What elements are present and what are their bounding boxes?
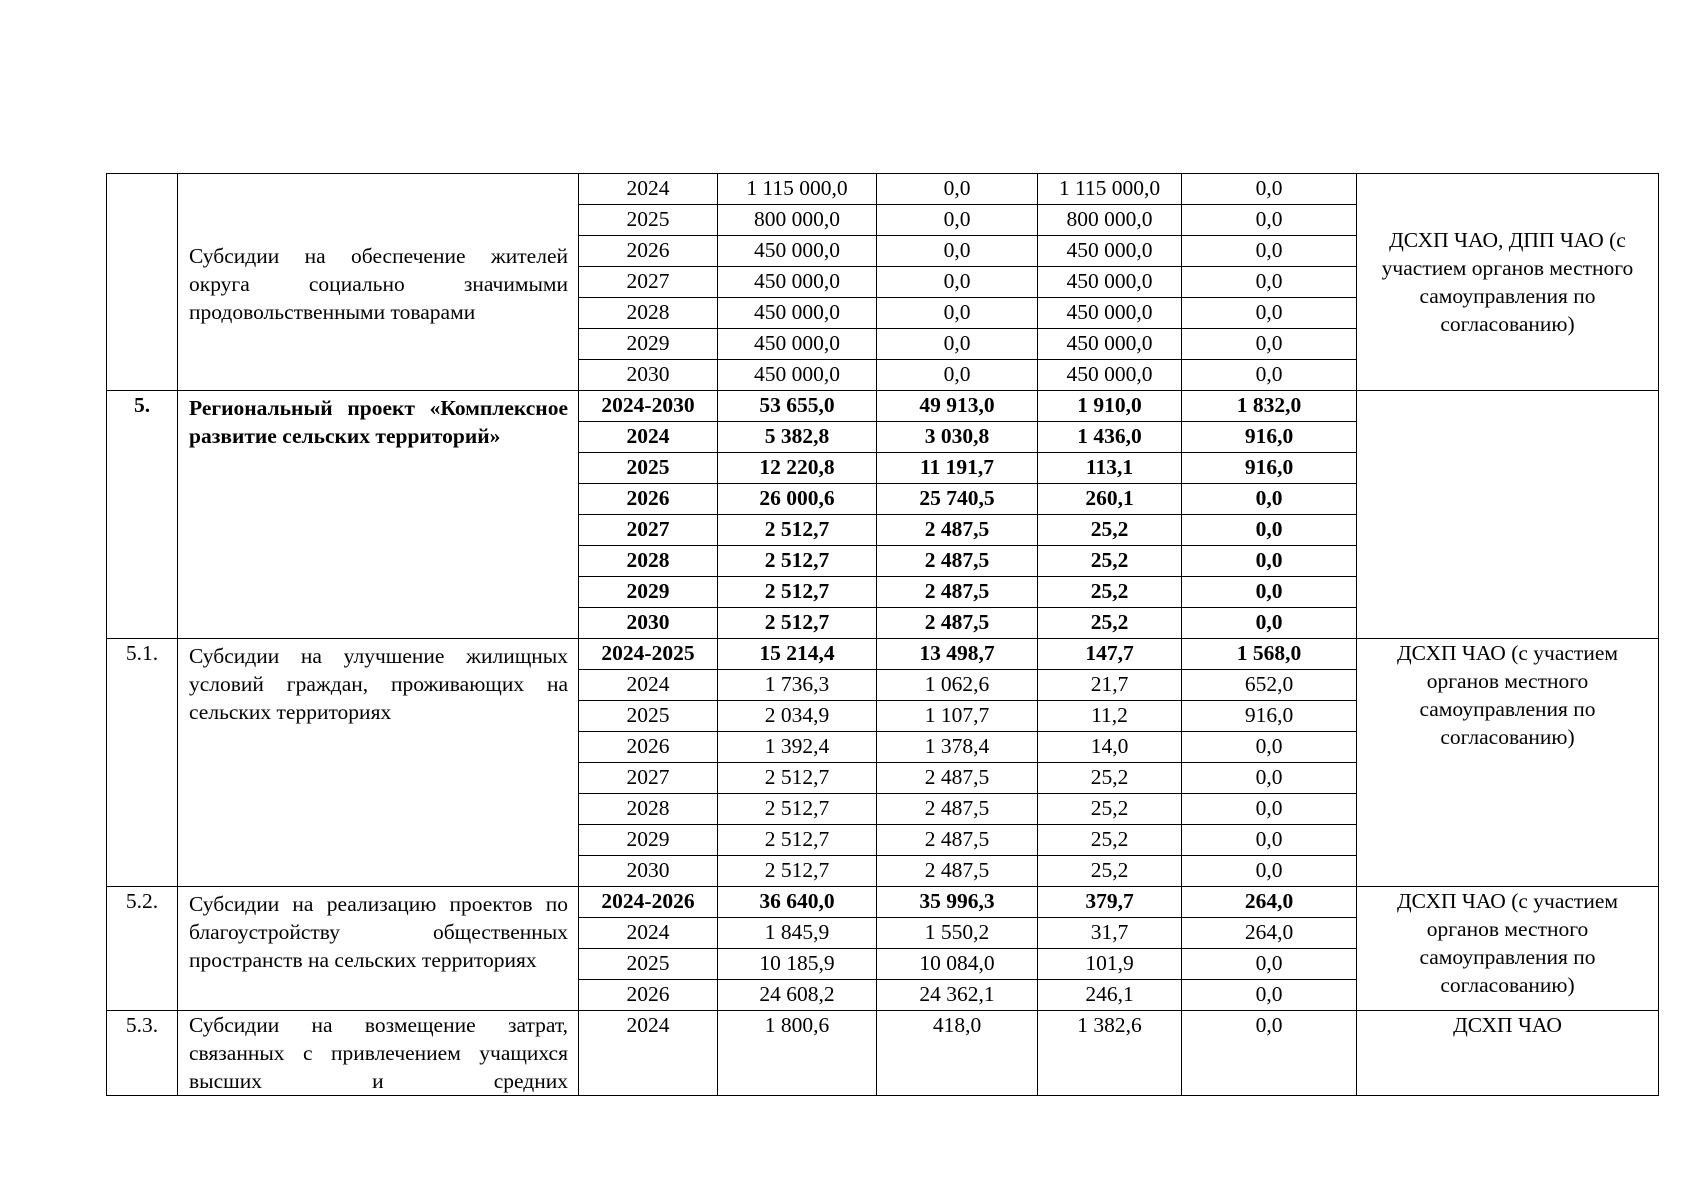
executor-cell: ДСХП ЧАО (с участием органов местного самоуправления по согласованию) — [1357, 639, 1659, 887]
federal-cell: 1 378,4 — [877, 732, 1038, 763]
executor-cell — [1357, 391, 1659, 639]
federal-cell: 1 107,7 — [877, 701, 1038, 732]
local-cell: 264,0 — [1182, 918, 1357, 949]
regional-cell: 800 000,0 — [1038, 205, 1182, 236]
federal-cell: 1 062,6 — [877, 670, 1038, 701]
total-cell: 53 655,0 — [718, 391, 877, 422]
item-number: 5.2. — [107, 887, 178, 1011]
federal-cell: 11 191,7 — [877, 453, 1038, 484]
year-cell: 2024 — [579, 670, 718, 701]
year-cell: 2027 — [579, 267, 718, 298]
federal-cell: 3 030,8 — [877, 422, 1038, 453]
federal-cell: 10 084,0 — [877, 949, 1038, 980]
regional-cell: 11,2 — [1038, 701, 1182, 732]
federal-cell: 13 498,7 — [877, 639, 1038, 670]
total-cell: 10 185,9 — [718, 949, 877, 980]
federal-cell: 49 913,0 — [877, 391, 1038, 422]
regional-cell: 25,2 — [1038, 608, 1182, 639]
regional-cell: 147,7 — [1038, 639, 1182, 670]
regional-cell: 450 000,0 — [1038, 236, 1182, 267]
regional-cell: 450 000,0 — [1038, 298, 1182, 329]
federal-cell: 24 362,1 — [877, 980, 1038, 1011]
total-cell: 450 000,0 — [718, 329, 877, 360]
year-cell: 2029 — [579, 577, 718, 608]
year-cell: 2026 — [579, 732, 718, 763]
total-cell: 2 034,9 — [718, 701, 877, 732]
item-name-text: Субсидии на возмещение затрат, связанных с привлечением учащихся высших и средних — [189, 1013, 568, 1093]
year-cell: 2027 — [579, 763, 718, 794]
year-cell: 2025 — [579, 949, 718, 980]
year-cell: 2025 — [579, 205, 718, 236]
federal-cell: 0,0 — [877, 205, 1038, 236]
total-cell: 15 214,4 — [718, 639, 877, 670]
executor-cell: ДСХП ЧАО, ДПП ЧАО (с участием органов местного самоуправления по согласованию) — [1357, 174, 1659, 391]
funding-table — [106, 173, 1659, 1096]
year-cell: 2025 — [579, 701, 718, 732]
federal-cell: 2 487,5 — [877, 546, 1038, 577]
local-cell: 264,0 — [1182, 887, 1357, 918]
total-cell: 450 000,0 — [718, 298, 877, 329]
item-name: Субсидии на реализацию проектов по благоустройству общественных пространств на сельских территориях — [178, 887, 579, 1011]
local-cell: 0,0 — [1182, 174, 1357, 205]
federal-cell: 0,0 — [877, 267, 1038, 298]
local-cell: 0,0 — [1182, 360, 1357, 391]
regional-cell: 25,2 — [1038, 546, 1182, 577]
local-cell: 0,0 — [1182, 732, 1357, 763]
total-cell: 2 512,7 — [718, 515, 877, 546]
total-cell: 450 000,0 — [718, 236, 877, 267]
federal-cell: 25 740,5 — [877, 484, 1038, 515]
local-cell: 0,0 — [1182, 856, 1357, 887]
year-cell: 2028 — [579, 298, 718, 329]
federal-cell: 0,0 — [877, 236, 1038, 267]
federal-cell: 1 550,2 — [877, 918, 1038, 949]
item-number: 5. — [107, 391, 178, 639]
total-cell: 1 736,3 — [718, 670, 877, 701]
table-row — [107, 1011, 1659, 1096]
item-name: Субсидии на обеспечение жителей округа социально значимыми продовольственными товарами — [178, 174, 579, 391]
local-cell: 1 568,0 — [1182, 639, 1357, 670]
federal-cell: 2 487,5 — [877, 515, 1038, 546]
regional-cell: 25,2 — [1038, 577, 1182, 608]
federal-cell: 2 487,5 — [877, 856, 1038, 887]
regional-cell: 113,1 — [1038, 453, 1182, 484]
local-cell: 0,0 — [1182, 546, 1357, 577]
regional-cell: 450 000,0 — [1038, 267, 1182, 298]
total-cell: 2 512,7 — [718, 794, 877, 825]
federal-cell: 418,0 — [877, 1011, 1038, 1096]
year-cell: 2024 — [579, 918, 718, 949]
year-cell: 2030 — [579, 608, 718, 639]
item-name: Региональный проект «Комплексное развитие сельских территорий» — [178, 391, 579, 639]
regional-cell: 31,7 — [1038, 918, 1182, 949]
local-cell: 0,0 — [1182, 515, 1357, 546]
local-cell: 0,0 — [1182, 484, 1357, 515]
local-cell: 0,0 — [1182, 608, 1357, 639]
item-number: 5.1. — [107, 639, 178, 887]
item-name: Субсидии на улучшение жилищных условий граждан, проживающих на сельских территориях — [178, 639, 579, 887]
regional-cell: 25,2 — [1038, 825, 1182, 856]
year-cell: 2028 — [579, 794, 718, 825]
local-cell: 652,0 — [1182, 670, 1357, 701]
local-cell: 0,0 — [1182, 267, 1357, 298]
federal-cell: 2 487,5 — [877, 608, 1038, 639]
total-cell: 2 512,7 — [718, 608, 877, 639]
regional-cell: 1 382,6 — [1038, 1011, 1182, 1096]
regional-cell: 14,0 — [1038, 732, 1182, 763]
total-cell: 5 382,8 — [718, 422, 877, 453]
local-cell: 0,0 — [1182, 794, 1357, 825]
regional-cell: 260,1 — [1038, 484, 1182, 515]
federal-cell: 2 487,5 — [877, 825, 1038, 856]
total-cell: 1 115 000,0 — [718, 174, 877, 205]
local-cell: 0,0 — [1182, 1011, 1357, 1096]
item-number: 5.3. — [107, 1011, 178, 1096]
year-cell: 2028 — [579, 546, 718, 577]
local-cell: 0,0 — [1182, 577, 1357, 608]
year-cell: 2030 — [579, 856, 718, 887]
total-cell: 450 000,0 — [718, 360, 877, 391]
regional-cell: 450 000,0 — [1038, 360, 1182, 391]
year-cell: 2029 — [579, 825, 718, 856]
total-cell: 2 512,7 — [718, 546, 877, 577]
item-name — [178, 1011, 579, 1096]
regional-cell: 246,1 — [1038, 980, 1182, 1011]
regional-cell: 1 115 000,0 — [1038, 174, 1182, 205]
year-cell: 2024 — [579, 1011, 718, 1096]
total-cell: 800 000,0 — [718, 205, 877, 236]
federal-cell: 2 487,5 — [877, 794, 1038, 825]
year-cell: 2024-2030 — [579, 391, 718, 422]
total-cell: 2 512,7 — [718, 856, 877, 887]
executor-cell: ДСХП ЧАО — [1357, 1011, 1659, 1096]
year-cell: 2024 — [579, 422, 718, 453]
year-cell: 2030 — [579, 360, 718, 391]
regional-cell: 1 910,0 — [1038, 391, 1182, 422]
regional-cell: 25,2 — [1038, 856, 1182, 887]
federal-cell: 0,0 — [877, 329, 1038, 360]
year-cell: 2027 — [579, 515, 718, 546]
year-cell: 2025 — [579, 453, 718, 484]
total-cell: 36 640,0 — [718, 887, 877, 918]
executor-cell: ДСХП ЧАО (с участием органов местного самоуправления по согласованию) — [1357, 887, 1659, 1011]
year-cell: 2029 — [579, 329, 718, 360]
total-cell: 2 512,7 — [718, 825, 877, 856]
local-cell: 0,0 — [1182, 329, 1357, 360]
regional-cell: 450 000,0 — [1038, 329, 1182, 360]
item-number — [107, 174, 178, 391]
local-cell: 0,0 — [1182, 298, 1357, 329]
local-cell: 0,0 — [1182, 205, 1357, 236]
regional-cell: 379,7 — [1038, 887, 1182, 918]
total-cell: 1 845,9 — [718, 918, 877, 949]
local-cell: 0,0 — [1182, 949, 1357, 980]
federal-cell: 2 487,5 — [877, 577, 1038, 608]
total-cell: 12 220,8 — [718, 453, 877, 484]
federal-cell: 0,0 — [877, 360, 1038, 391]
year-cell: 2024-2025 — [579, 639, 718, 670]
local-cell: 0,0 — [1182, 763, 1357, 794]
total-cell: 1 800,6 — [718, 1011, 877, 1096]
total-cell: 2 512,7 — [718, 577, 877, 608]
table-row — [107, 391, 1659, 422]
year-cell: 2024 — [579, 174, 718, 205]
federal-cell: 0,0 — [877, 298, 1038, 329]
local-cell: 916,0 — [1182, 453, 1357, 484]
local-cell: 1 832,0 — [1182, 391, 1357, 422]
local-cell: 0,0 — [1182, 236, 1357, 267]
year-cell: 2026 — [579, 484, 718, 515]
regional-cell: 101,9 — [1038, 949, 1182, 980]
total-cell: 450 000,0 — [718, 267, 877, 298]
local-cell: 916,0 — [1182, 701, 1357, 732]
federal-cell: 0,0 — [877, 174, 1038, 205]
year-cell: 2026 — [579, 236, 718, 267]
local-cell: 916,0 — [1182, 422, 1357, 453]
table-row — [107, 887, 1659, 918]
total-cell: 2 512,7 — [718, 763, 877, 794]
regional-cell: 25,2 — [1038, 763, 1182, 794]
total-cell: 24 608,2 — [718, 980, 877, 1011]
table-row — [107, 174, 1659, 205]
regional-cell: 1 436,0 — [1038, 422, 1182, 453]
total-cell: 1 392,4 — [718, 732, 877, 763]
year-cell: 2024-2026 — [579, 887, 718, 918]
regional-cell: 25,2 — [1038, 515, 1182, 546]
table-row — [107, 639, 1659, 670]
federal-cell: 2 487,5 — [877, 763, 1038, 794]
year-cell: 2026 — [579, 980, 718, 1011]
regional-cell: 21,7 — [1038, 670, 1182, 701]
total-cell: 26 000,6 — [718, 484, 877, 515]
federal-cell: 35 996,3 — [877, 887, 1038, 918]
local-cell: 0,0 — [1182, 825, 1357, 856]
regional-cell: 25,2 — [1038, 794, 1182, 825]
local-cell: 0,0 — [1182, 980, 1357, 1011]
